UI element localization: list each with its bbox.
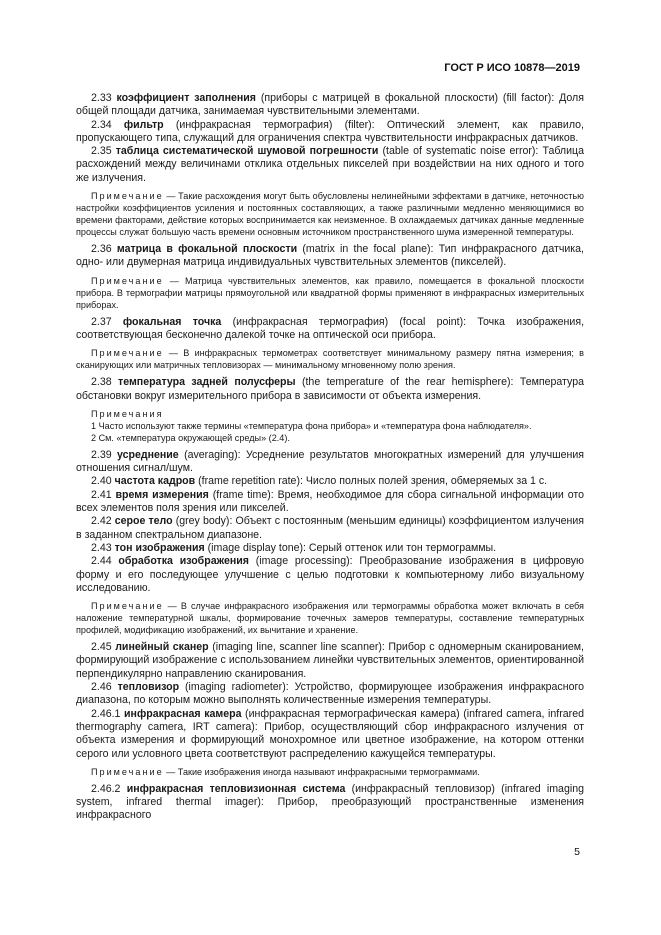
note-2-44 [76, 600, 584, 636]
entry-text: (table of systematic noise error): Таблица расхождений между величинами отклика отдельных пикселей при воздействии на них одного и того же излучения. [76, 145, 584, 184]
entry-term: таблица систематической шумовой погрешности [115, 145, 379, 158]
entry-text: (frame repetition rate): Число полных полей зрения, обмеряемых за 1 с. [195, 475, 548, 488]
entry-text: (инфракрасная термография) (focal point): Точка изображения, соответствующая бесконечно далекой точке на оптической оси прибора. [76, 315, 585, 341]
entry-term: фильтр [123, 118, 164, 131]
entry-term: частота кадров [114, 475, 196, 488]
entry-2-45 [76, 641, 584, 681]
note-dash: — [163, 348, 184, 359]
entry-number: 2.44 [91, 555, 112, 568]
entry-2-43 [76, 542, 584, 555]
note-text: Такие расхождения могут быть обусловлены нелинейными эффектами в датчике, неточностью настройки коэффициентов усиления и постоянных составляющих, а также различными медленно меняющимися во времени факторами, действие которых воспринимается как неизменное. В охлаждаемых датчиках данные медленные процессы служат большую часть времени основным источником пространственного шума измеренной температуры. [76, 191, 584, 238]
entry-2-34 [76, 119, 584, 146]
note-2-35 [76, 190, 584, 238]
entry-text: (инфракрасный тепловизор) (infrared imaging system, infrared thermal imager): Прибор, преобразующий пространственные изменения инфракрасного [76, 782, 584, 822]
note-text: Матрица чувствительных элементов, как правило, помещается в фокальной плоскости прибора. В термографии матрицы прямоугольной или квадратной формы применяют в инфракрасных измерительных приборах. [76, 275, 584, 310]
note-dash: — [163, 601, 181, 612]
page-number: 5 [574, 846, 580, 858]
entry-2-35 [76, 145, 584, 185]
entry-term: матрица в фокальной плоскости [116, 243, 298, 256]
entry-number: 2.35 [91, 145, 112, 158]
entry-text: (приборы с матрицей в фокальной плоскости) (fill factor): Доля общей площади датчика, занимаемая чувствительными элементами. [76, 92, 584, 118]
entry-text: (grey body): Объект с постоянным (меньшим единицы) коэффициентом излучения в заданном спектральном диапазоне. [76, 515, 584, 541]
entry-term: фокальная точка [122, 315, 222, 328]
note-label: Примечание [91, 191, 164, 202]
entry-2-46 [76, 681, 584, 708]
note-label: Примечание [91, 601, 164, 612]
page-body [76, 92, 584, 823]
note-label: Примечание [91, 766, 164, 777]
entry-number: 2.46.1 [91, 707, 121, 720]
entry-2-40 [76, 475, 584, 488]
entry-text: (инфракрасная термография) (filter): Оптический элемент, как правило, пропускающего типа, служащий для ограничения спектра чувствительности инфракрасных датчиков. [76, 118, 584, 144]
note-label: Примечание [91, 348, 164, 359]
entry-2-44 [76, 555, 584, 595]
standard-header: ГОСТ Р ИСО 10878—2019 [444, 62, 580, 74]
note-text: Такие изображения иногда называют инфракрасными термограммами. [177, 766, 480, 777]
note-2-46-1 [76, 766, 584, 778]
entry-2-46-2 [76, 783, 584, 823]
note-text: В инфракрасных термометрах соответствует минимальному размеру пятна измерения; в сканирующих или матричных тепловизорах — минимальному мгновенному полю зрения. [76, 348, 584, 371]
note-text: В случае инфракрасного изображения или термограммы обработка может включать в себя наложение температурной шкалы, формирование точечных замеров температуры, составление температурных профилей, модификацию изображений, их вычитание и хранение. [76, 601, 584, 636]
entry-text: (frame time): Время, необходимое для сбора сигнальной информации ото всех элементов поля зрения или пикселей. [76, 488, 584, 515]
entry-term: тепловизор [117, 681, 180, 694]
note-dash: — [163, 191, 179, 202]
entry-number: 2.33 [91, 92, 112, 104]
entry-number: 2.46 [91, 681, 112, 694]
entry-text: (matrix in the focal plane): Тип инфракрасного датчика, одно- или двумерная матрица индивидуальных чувствительных элементов (пикселей). [76, 243, 584, 269]
entry-number: 2.45 [91, 641, 112, 654]
entry-number: 2.39 [91, 448, 112, 461]
note-dash: — [163, 275, 185, 286]
entry-term: линейный сканер [115, 641, 209, 654]
entry-2-38 [76, 376, 584, 403]
entry-term: температура задней полусферы [118, 376, 296, 389]
entry-2-46-1 [76, 708, 584, 761]
entry-text: (image processing): Преобразование изображения в цифровую форму и его последующее улучшение с целью подготовки к компьютерному либо визуальному исследованию. [76, 555, 584, 594]
entry-number: 2.36 [91, 243, 112, 256]
note-2-37 [76, 347, 584, 371]
note-2-38-1: 1 Часто используют также термины «температура фона прибора» и «температура фона наблюдателя». [91, 420, 532, 431]
notes-label: Примечания [91, 408, 164, 419]
entry-term: усреднение [117, 448, 179, 461]
entry-2-41 [76, 489, 584, 516]
entry-text: (imaging radiometer): Устройство, формирующее изображения инфракрасного диапазона, по которым можно выполнять количественные измерения температуры. [76, 681, 584, 707]
entry-term: серое тело [114, 515, 173, 528]
entry-2-33 [76, 92, 584, 119]
note-2-38-2: 2 См. «температура окружающей среды» (2.4). [91, 432, 290, 443]
entry-term: инфракрасная камера [124, 707, 242, 720]
entry-term: коэффициент заполнения [116, 92, 256, 104]
entry-number: 2.37 [91, 315, 112, 328]
entry-text: (image display tone): Серый оттенок или тон термограммы. [204, 541, 497, 554]
entry-text: (averaging): Усреднение результатов многократных измерений для улучшения отношения сигнал/шум. [76, 448, 584, 475]
entry-number: 2.34 [91, 118, 112, 131]
entry-number: 2.41 [91, 488, 112, 501]
entry-number: 2.38 [91, 376, 112, 389]
entry-term: время измерения [115, 488, 209, 501]
entry-2-37 [76, 316, 584, 343]
entry-number: 2.42 [91, 515, 112, 528]
entry-term: тон изображения [114, 541, 205, 554]
entry-number: 2.40 [91, 475, 112, 488]
entry-2-39 [76, 449, 584, 476]
note-2-36 [76, 275, 584, 311]
entry-number: 2.43 [91, 541, 112, 554]
note-dash: — [163, 766, 178, 777]
entry-text: (инфракрасная термографическая камера) (infrared camera, infrared thermography camera, IRT camera): Прибор, осуществляющий сбор инфракрасного излучения от объекта измерения и формирующий монохромное или цветное изображение, на котором оттенки серого или условного цвета соответствуют распределению кажущейся температуры. [76, 707, 584, 760]
entry-term: обработка изображения [118, 555, 249, 568]
entry-2-42 [76, 515, 584, 542]
entry-2-36 [76, 243, 584, 270]
entry-text: (imaging line, scanner line scanner): Прибор с одномерным сканированием, формирующий изображение с использованием линейки чувствительных элементов, ориентированной перпендикулярно направлению сканирования. [76, 641, 584, 680]
entry-term: инфракрасная тепловизионная система [126, 782, 346, 795]
entry-text: (the temperature of the rear hemisphere): Температура обстановки вокруг измерительного прибора в зависимости от объекта измерения. [76, 376, 584, 402]
note-label: Примечание [91, 275, 164, 286]
entry-number: 2.46.2 [91, 782, 121, 795]
notes-heading-2-38 [76, 408, 584, 420]
